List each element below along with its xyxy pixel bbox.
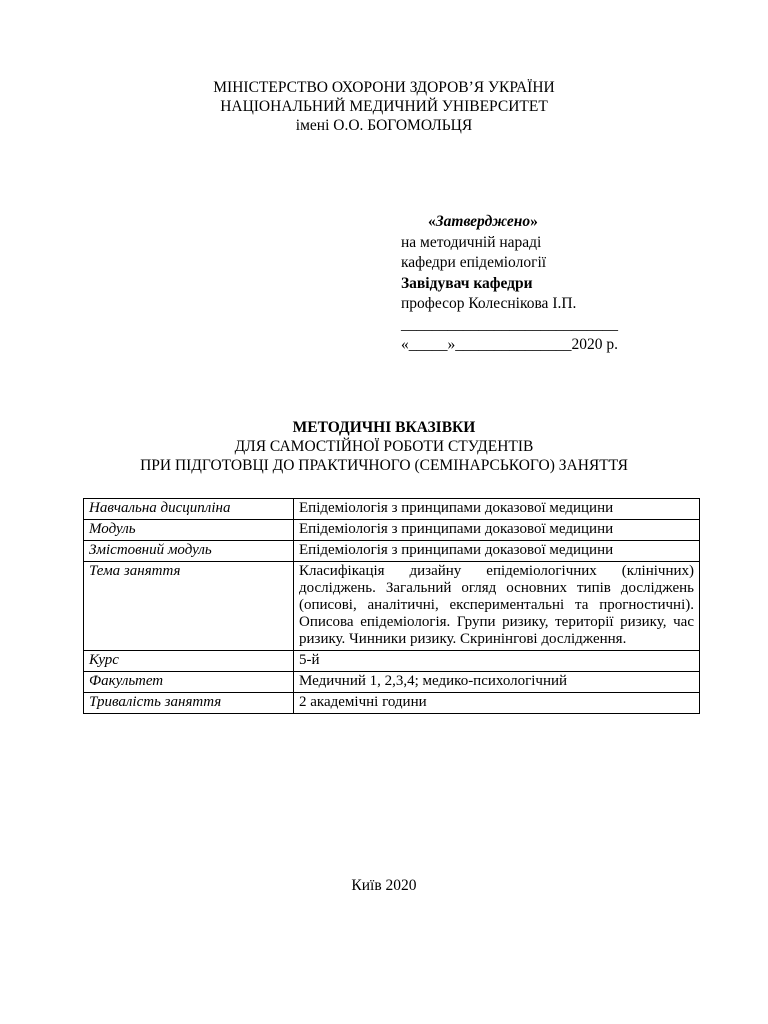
row-label: Змістовний модуль [84, 541, 294, 562]
ministry-name: МІНІСТЕРСТВО ОХОРОНИ ЗДОРОВ’Я УКРАЇНИ [213, 79, 555, 96]
row-value: Медичний 1, 2,3,4; медико-психологічний [294, 672, 700, 693]
approval-open-quote: « [428, 213, 436, 230]
row-label: Модуль [84, 520, 294, 541]
table-row [84, 520, 700, 541]
course-info-table [83, 498, 700, 714]
table-row [84, 499, 700, 520]
approval-department: кафедри епідеміології [401, 254, 547, 271]
table-row [84, 541, 700, 562]
university-honorific: імені О.О. БОГОМОЛЬЦЯ [295, 117, 473, 134]
row-label: Навчальна дисципліна [84, 499, 294, 520]
row-value: 5-й [294, 651, 700, 672]
row-value: Епідеміологія з принципами доказової медицини [294, 499, 700, 520]
approval-date-line: «_____»_______________2020 р. [401, 336, 618, 353]
signature-line: ____________________________ [401, 315, 618, 333]
document-title-sub1: ДЛЯ САМОСТІЙНОЇ РОБОТИ СТУДЕНТІВ [234, 438, 534, 455]
approval-head-title: Завідувач кафедри [401, 274, 533, 292]
university-name: НАЦІОНАЛЬНИЙ МЕДИЧНИЙ УНІВЕРСИТЕТ [220, 98, 548, 115]
approval-meeting: на методичній нараді [401, 233, 542, 251]
row-value: 2 академічні години [294, 693, 700, 714]
table-row [84, 562, 700, 651]
approval-block [401, 212, 701, 356]
table-row [84, 693, 700, 714]
row-value: Класифікація дизайну епідеміологічних (клінічних) досліджень. Загальний огляд основних типів досліджень (описові, аналітичні, експериментальні та прогностичні). Описова епідеміологія. Групи ризику, території ризику, час ризику. Чинники ризику. Скринінгові дослідження. [294, 562, 700, 651]
table-row [84, 672, 700, 693]
row-label: Тривалість заняття [84, 693, 294, 714]
document-title-main: МЕТОДИЧНІ ВКАЗІВКИ [292, 419, 476, 436]
document-title-sub2: ПРИ ПІДГОТОВЦІ ДО ПРАКТИЧНОГО (СЕМІНАРСЬКОГО) ЗАНЯТТЯ [140, 457, 628, 474]
approval-close-quote: » [530, 213, 538, 230]
row-label: Факультет [84, 672, 294, 693]
approval-title [401, 212, 701, 233]
row-value: Епідеміологія з принципами доказової медицини [294, 520, 700, 541]
approval-head-name: професор Колеснікова І.П. [401, 295, 577, 312]
table-row [84, 651, 700, 672]
approval-title-text: Затверджено [435, 213, 531, 230]
place-year: Київ 2020 [351, 877, 417, 894]
row-label: Тема заняття [84, 562, 294, 651]
ministry-header [0, 78, 768, 135]
row-value: Епідеміологія з принципами доказової медицини [294, 541, 700, 562]
document-title [0, 418, 768, 475]
row-label: Курс [84, 651, 294, 672]
